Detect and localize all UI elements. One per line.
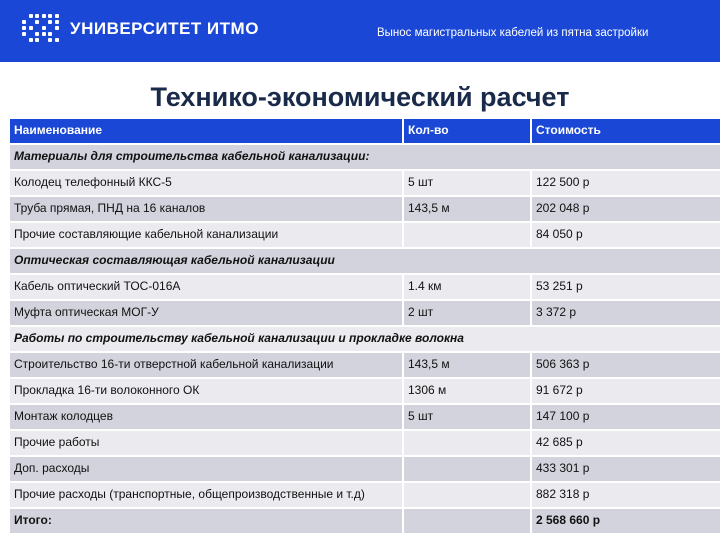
table-row: [10, 301, 720, 327]
item-cost-cell: 3 372 р: [536, 305, 577, 319]
item-cost-cell: 84 050 р: [536, 227, 583, 241]
item-name-cell: Прочие составляющие кабельной канализации: [10, 223, 404, 247]
item-cost-cell: 433 301 р: [536, 461, 590, 475]
table-section-row: [10, 249, 720, 275]
item-qty-cell: [404, 431, 532, 455]
item-cost-cell: 202 048 р: [536, 201, 590, 215]
item-qty-cell: 5 шт: [404, 171, 532, 195]
item-cost-cell: 122 500 р: [536, 175, 590, 189]
itmo-logo: [22, 14, 259, 44]
logo-text: УНИВЕРСИТЕТ ИТМО: [70, 19, 259, 38]
table-section-row: [10, 327, 720, 353]
header-subtitle: Вынос магистральных кабелей из пятна застройки: [377, 27, 649, 39]
item-name-cell: Прочие работы: [10, 431, 404, 455]
item-qty-cell: 143,5 м: [404, 197, 532, 221]
item-cost-cell: 882 318 р: [536, 487, 590, 501]
table-total-row: [10, 509, 720, 535]
item-name-cell: Итого:: [10, 509, 404, 533]
item-qty-cell: [404, 223, 532, 247]
item-cost-cell: 91 672 р: [536, 383, 583, 397]
section-label: Работы по строительству кабельной канализации и прокладке волокна: [14, 331, 464, 345]
table-row: [10, 223, 720, 249]
table-row: [10, 431, 720, 457]
item-cost-cell: 2 568 660 р: [536, 513, 601, 527]
table-row: [10, 483, 720, 509]
header-bar: [0, 0, 720, 62]
table-row: [10, 457, 720, 483]
item-name-cell: Доп. расходы: [10, 457, 404, 481]
item-name-cell: Прочие расходы (транспортные, общепроизводственные и т.д): [10, 483, 404, 507]
item-qty-cell: 2 шт: [404, 301, 532, 325]
section-label: Материалы для строительства кабельной канализации:: [14, 149, 370, 163]
item-name-cell: Труба прямая, ПНД на 16 каналов: [10, 197, 404, 221]
table-row: [10, 353, 720, 379]
item-name-cell: Монтаж колодцев: [10, 405, 404, 429]
item-qty-cell: 1306 м: [404, 379, 532, 403]
column-header-name: Наименование: [10, 119, 404, 143]
table-header-row: [10, 119, 720, 145]
slide-title: Технико-экономический расчет: [150, 82, 570, 112]
item-qty-cell: [404, 509, 532, 533]
item-name-cell: Колодец телефонный ККС-5: [10, 171, 404, 195]
item-qty-cell: 5 шт: [404, 405, 532, 429]
item-qty-cell: 143,5 м: [404, 353, 532, 377]
item-qty-cell: [404, 457, 532, 481]
item-name-cell: Строительство 16-ти отверстной кабельной канализации: [10, 353, 404, 377]
item-cost-cell: 53 251 р: [536, 279, 583, 293]
logo-dots-icon: [22, 14, 60, 44]
item-cost-cell: 42 685 р: [536, 435, 583, 449]
table-row: [10, 405, 720, 431]
table-row: [10, 171, 720, 197]
cost-table: [10, 119, 720, 535]
item-cost-cell: 506 363 р: [536, 357, 590, 371]
table-section-row: [10, 145, 720, 171]
item-name-cell: Прокладка 16-ти волоконного ОК: [10, 379, 404, 403]
column-header-qty: Кол-во: [404, 119, 532, 143]
item-name-cell: Кабель оптический ТОС-016А: [10, 275, 404, 299]
section-label: Оптическая составляющая кабельной канализации: [14, 253, 335, 267]
item-name-cell: Муфта оптическая МОГ-У: [10, 301, 404, 325]
item-cost-cell: 147 100 р: [536, 409, 590, 423]
item-qty-cell: [404, 483, 532, 507]
table-row: [10, 275, 720, 301]
table-row: [10, 197, 720, 223]
item-qty-cell: 1.4 км: [404, 275, 532, 299]
table-row: [10, 379, 720, 405]
column-header-cost: Стоимость: [536, 123, 601, 137]
